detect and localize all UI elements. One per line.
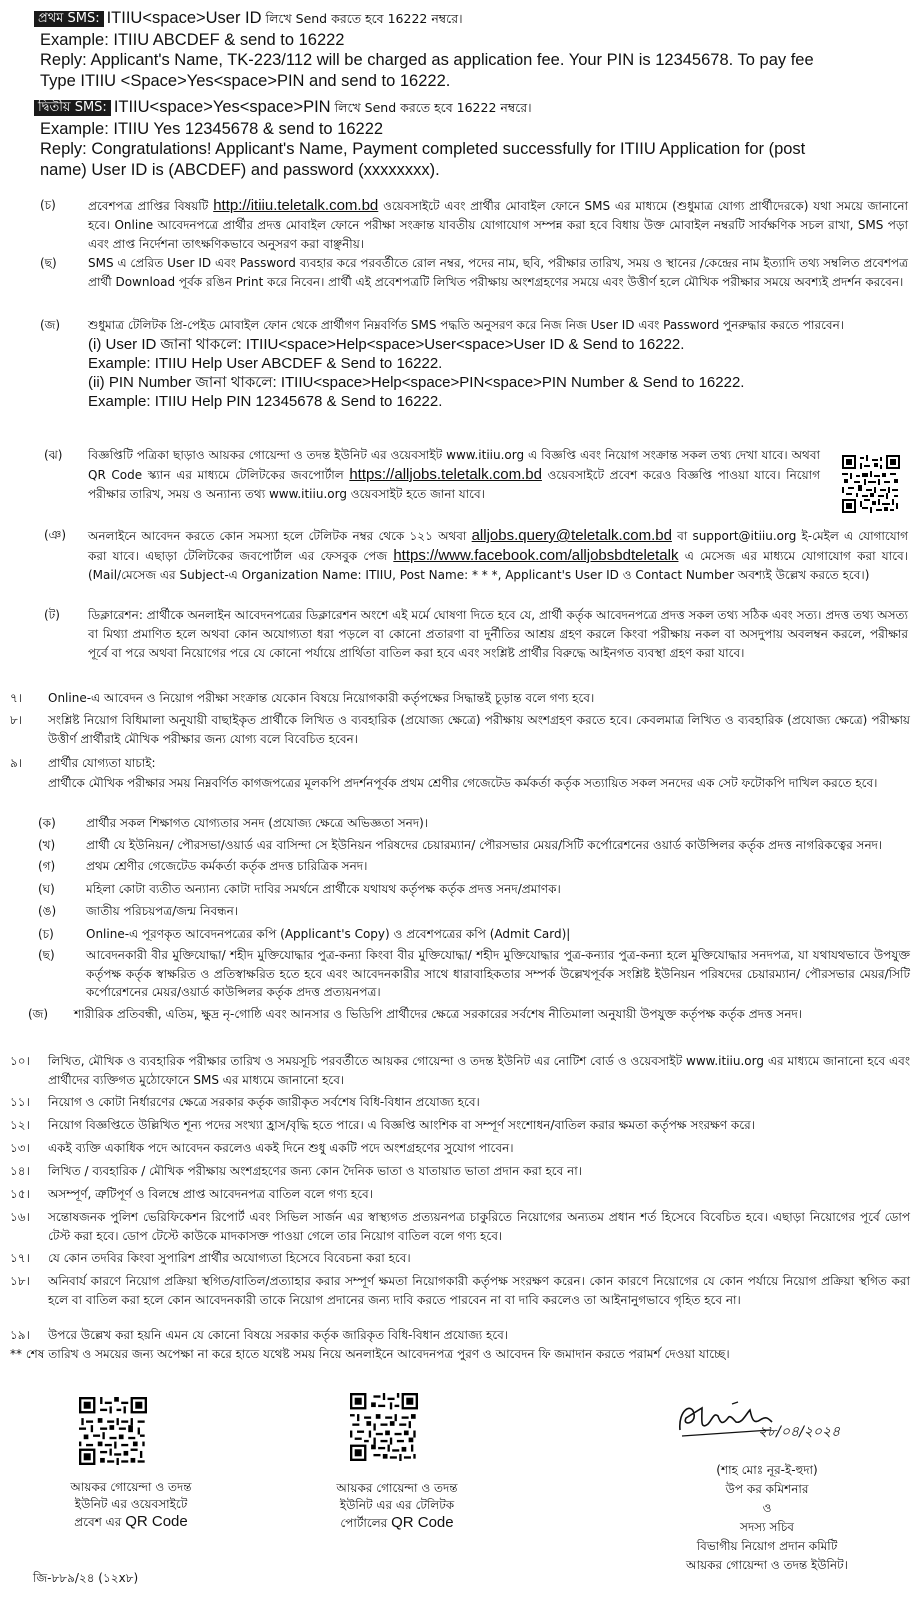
list-item (28, 1005, 910, 1024)
para-jha (44, 446, 820, 504)
para-ta-text: ডিক্লারেশন: প্রার্থীকে অনলাইন আবেদনপত্রের ডিক্লারেশন অংশে এই মর্মে ঘোষণা দিতে হবে যে, প্রার্থী কর্তৃক আবেদনপত্রে প্রদত্ত সকল তথ্য সঠিক এবং সত্য। প্রদত্ত তথ্য অসত্য বা মিথ্যা প্রমাণিত হলে অথবা কোন অযোগ্যতা ধরা পড়লে বা কোনো প্রতারণা বা দুর্নীতির আশ্রয় গ্রহণ করলে কিংবা পরীক্ষায় নকল বা অসদুপায় অবলম্বন করলে, পরীক্ষার পূর্বে বা পরে অথবা নিয়োগের পরে যে কোনো পর্যায়ে প্রার্থিতা বাতিল করা হবে এবং সংশ্লিষ্ট প্রার্থীর বিরুদ্ধে আইনগত ব্যবস্থা গ্রহণ করা যাবে। (88, 608, 908, 660)
signatory-title: সদস্য সচিব (740, 1520, 794, 1534)
item-text: যে কোন তদবির কিংবা সুপারিশ প্রার্থীর অযোগ্যতা হিসেবে বিবেচনা করা হবে। (48, 1251, 411, 1265)
list-item (38, 857, 910, 876)
list-item-label: (ছ) (38, 948, 55, 962)
help-pin-line: (ii) PIN Number জানা থাকলে: ITIIU<space>Help<space>PIN<space>PIN Number & Send to 16222. (88, 374, 745, 391)
qr-code-alljobs (842, 455, 900, 513)
item-number: ১৬। (10, 1210, 30, 1224)
list-item-label: (ক) (38, 816, 56, 830)
list-item-text: Online-এ পূরণকৃত আবেদনপত্রের কপি (Applicant's Copy) ও প্রবেশপত্রের কপি (Admit Card)| (86, 926, 571, 941)
list-item (38, 814, 910, 833)
list-item-label: (ঙ) (38, 904, 57, 918)
item-number: ১৭। (10, 1251, 30, 1265)
para-jha-text-post: ওয়েবসাইটে প্রবেশ করেও বিজ্ঞপ্তি পাওয়া যাবে। নিয়োগ পরীক্ষার তারিখ, সময় ও অন্যান্য তথ্য www.itiiu.org ওয়েবসাইট হতে জানা যাবে। (88, 468, 820, 501)
qr-code-icon (350, 1393, 418, 1461)
para-jha-text-pre: বিজ্ঞপ্তিটি পত্রিকা ছাড়াও আয়কর গোয়েন্দা ও তদন্ত ইউনিট এর ওয়েবসাইট www.itiiu.org এ বিজ্ঞপ্তি এবং নিয়োগ সংক্রান্ত সকল তথ্য দেখা যাবে। অথবা QR Code স্ক্যান এর মাধ্যমে টেলিটকের জবপোর্টাল (88, 448, 820, 482)
para-chha-label: (ছ) (40, 256, 57, 270)
para-ja-text: শুধুমাত্র টেলিটক প্রি-পেইড মোবাইল ফোন থেকে প্রার্থীগণ নিম্নবর্ণিত SMS পদ্ধতি অনুসরণ করে নিজ নিজ User ID এবং Password পুনরুদ্ধার করতে পারবেন। (88, 318, 845, 332)
item-text: নিয়োগ ও কোটা নির্ধারণের ক্ষেত্রে সরকার কর্তৃক জারীকৃত সর্বশেষ বিধি-বিধান প্রযোজ্য হবে। (48, 1095, 480, 1109)
itiiu-teletalk-link[interactable]: http://itiiu.teletalk.com.bd (213, 197, 379, 214)
list-item-text: জাতীয় পরিচয়পত্র/জন্ম নিবন্ধন। (86, 904, 239, 918)
item-number: ৯। (10, 756, 23, 770)
item-text: প্রার্থীর যোগ্যতা যাচাই: (48, 756, 156, 770)
qr-caption-portal (312, 1480, 482, 1532)
signature-date: ২৮/০৪/২০২৪ (758, 1424, 841, 1440)
verification-list (28, 814, 910, 1023)
list-item (38, 880, 910, 899)
list-item-label: (গ) (38, 859, 56, 873)
para-nya-text-mid: বা support@itiiu.org ই-মেইল এ যোগাযোগ করা যাবে। এছাড়া টেলিটকের জবপোর্টাল এর ফেসবুক পেজ (88, 529, 908, 563)
first-sms-badge: প্রথম SMS: (34, 11, 104, 27)
qr-caption-website (46, 1479, 216, 1531)
para-chha-text: SMS এ প্রেরিত User ID এবং Password ব্যবহার করে পরবর্তীতে রোল নম্বর, পদের নাম, ছবি, পরীক্ষার তারিখ, সময় ও স্থানের /কেন্দ্রের নাম ইত্যাদি তথ্য সম্বলিত প্রবেশপত্র প্রার্থী Download পূর্বক রঙিন Print করে নিবেন। প্রার্থী এই প্রবেশপত্রটি লিখিত পরীক্ষায় অংশগ্রহণের সময়ে এবং উত্তীর্ণ হলে মৌখিক পরীক্ষার সময়ে অবশ্যই প্রদর্শন করবেন। (88, 256, 908, 289)
signatory-title: উপ কর কমিশনার (725, 1482, 809, 1496)
item-text: নিয়োগ বিজ্ঞপ্তিতে উল্লিখিত শূন্য পদের সংখ্যা হ্রাস/বৃদ্ধি হতে পারে। এ বিজ্ঞপ্তি আংশিক বা সম্পূর্ণ সংশোধন/বাতিল করার ক্ষমতা কর্তৃপক্ষ সংরক্ষণ করে। (48, 1118, 756, 1132)
item-number: ১৩। (10, 1141, 30, 1155)
list-item-text: আবেদনকারী বীর মুক্তিযোদ্ধা/ শহীদ মুক্তিযোদ্ধার পুত্র-কন্যা কিংবা বীর মুক্তিযোদ্ধা/ শহীদ মুক্তিযোদ্ধার পুত্র-কন্যার পুত্র-কন্যা হলে মুক্তিযোদ্ধার সনদপত্র, যা যথাযথভাবে উপযুক্ত কর্তৃপক্ষ কর্তৃক স্বাক্ষরিত ও প্রতিস্বাক্ষরিত হতে হবে এবং আবেদনকারীর সাথে ধারাবাহিকতার সম্পর্ক উল্লেখপূর্বক সংশ্লিষ্ট ইউনিয়ন পরিষদের চেয়ারম্যান/ পৌরসভার মেয়র/সিটি কর্পোরেশনের মেয়র/ওয়ার্ড কাউন্সিলর কর্তৃক প্রদত্ত প্রত্যয়নপত্র। (86, 948, 910, 999)
qr-caption-line: আয়কর গোয়েন্দা ও তদন্ত (336, 1481, 458, 1495)
para-cha-text-post: ওয়েবসাইটে এবং প্রার্থীর মোবাইল ফোনে SMS এর মাধ্যমে (শুধুমাত্র যোগ্য প্রার্থীদেরকে) যথা সময়ে জানানো হবে। Online আবেদনপত্রে প্রার্থীর প্রদত্ত মোবাইল ফোনে পরীক্ষা সংক্রান্ত যাবতীয় যোগাযোগ সম্পন্ন করা হবে বিধায় উক্ত মোবাইল নম্বরটি সার্বক্ষণিক সচল রাখা, SMS পড়া এবং প্রাপ্ত নির্দেশনা তাৎক্ষণিকভাবে অনুসরণ করা বাঞ্ছনীয়। (88, 199, 908, 251)
signatory-title: আয়কর গোয়েন্দা ও তদন্ত ইউনিট। (686, 1558, 848, 1572)
signatory-and: ও (762, 1501, 772, 1515)
para-nya-label: (ঞ) (44, 528, 67, 542)
qr-code-teletalk-portal (350, 1393, 418, 1461)
alljobs-query-email-link[interactable]: alljobs.query@teletalk.com.bd (471, 527, 672, 544)
item-text: সংশ্লিষ্ট নিয়োগ বিধিমালা অনুযায়ী বাছাইকৃত প্রার্থীকে লিখিত ও ব্যবহারিক (প্রযোজ্য ক্ষেত্রে) পরীক্ষায় অংশগ্রহণ করতে হবে। কেবলমাত্র লিখিত ও ব্যবহারিক (প্রযোজ্য ক্ষেত্রে) পরীক্ষায় উত্তীর্ণ প্রার্থীরাই মৌখিক পরীক্ষার জন্য যোগ্য বলে বিবেচিত হবেন। (48, 713, 910, 746)
item-text: উপরে উল্লেখ করা হয়নি এমন যে কোনো বিষয়ে সরকার কর্তৃক জারিকৃত বিধি-বিধান প্রযোজ্য হবে। (48, 1328, 509, 1342)
qr-caption-qr-code: QR Code (391, 1514, 454, 1531)
qr-caption-line: ইউনিট এর এর টেলিটক (339, 1498, 455, 1512)
item-number: ১৯। (10, 1328, 30, 1342)
second-sms-command-bn: লিখে Send করতে হবে 16222 নম্বরে। (330, 100, 532, 115)
qr-code-itiiu-website (79, 1397, 147, 1465)
second-sms-example: Example: ITIIU Yes 12345678 & send to 16222 (40, 119, 384, 138)
list-item-label: (ঘ) (38, 881, 55, 896)
item-text: অসম্পূর্ণ, ত্রুটিপূর্ণ ও বিলম্বে প্রাপ্ত আবেদনপত্র বাতিল বলে গণ্য হবে। (48, 1187, 374, 1201)
advisory-note: ** শেষ তারিখ ও সময়ের জন্য অপেক্ষা না করে হাতে যথেষ্ট সময় নিয়ে অনলাইনে আবেদনপত্র পুরণ ও আবেদন ফি জমাদান করতে পরামর্শ দেওয়া যাচ্ছে। (10, 1347, 730, 1361)
facebook-teletalk-link[interactable]: https://www.facebook.com/alljobsbdteletalk (393, 547, 679, 564)
list-item (38, 925, 910, 944)
qr-caption-qr-code: QR Code (125, 1513, 188, 1530)
list-item-text: শারীরিক প্রতিবন্ধী, এতিম, ক্ষুদ্র নৃ-গোষ্ঠি এবং আনসার ও ভিডিপি প্রার্থীদের ক্ষেত্রে সরকারের সর্বশেষ নীতিমালা অনুযায়ী উপযুক্ত কর্তৃপক্ষ কর্তৃক প্রদত্ত সনদ। (74, 1006, 803, 1021)
list-item-label: (জ) (28, 1006, 49, 1021)
list-item (38, 836, 910, 855)
para-ja (40, 316, 908, 411)
item-text: লিখিত / ব্যবহারিক / মৌখিক পরীক্ষায় অংশগ্রহণের জন্য কোন দৈনিক ভাতা ও যাতায়াত ভাতা প্রদান করা হবে না। (48, 1164, 583, 1178)
qr-code-icon (842, 455, 900, 513)
item-number: ১৫। (10, 1187, 30, 1201)
item-number: ৭। (10, 691, 23, 705)
first-sms-reply: Reply: Applicant's Name, TK-223/112 will be charged as application fee. Your PIN is 12345678. To pay fee (40, 51, 814, 69)
first-sms-command: ITIIU<space>User ID (106, 9, 262, 27)
item-text: অনিবার্য কারণে নিয়োগ প্রক্রিয়া স্থগিত/বাতিল/প্রত্যাহার করার সম্পূর্ণ ক্ষমতা নিয়োগকারী কর্তৃপক্ষ সংরক্ষণ করেন। কোন কারণে নিয়োগের যে কোন পর্যায়ে নিয়োগ প্রক্রিয়া স্থগিত করা হলে বা বাতিল করা হলে কোন আবেদনকারী তাকে নিয়োগ প্রদানের জন্য দাবি করতে পারবেন না বা দাবি করলেও তা আইনানুগভাবে গৃহিত হবে না। (48, 1274, 910, 1307)
qr-caption-line: পোর্টালের (340, 1516, 392, 1530)
para-ja-label: (জ) (40, 318, 61, 332)
first-sms-command-bn: লিখে Send করতে হবে 16222 নম্বরে। (261, 11, 463, 26)
qr-caption-line: প্রবেশ এর (74, 1515, 126, 1529)
help-pin-example: Example: ITIIU Help PIN 12345678 & Send to 16222. (88, 393, 443, 410)
first-sms-example: Example: ITIIU ABCDEF & send to 16222 (40, 30, 345, 49)
para-cha-text-pre: প্রবেশপত্র প্রাপ্তির বিষয়টি (88, 199, 214, 213)
item-text: একই ব্যক্তি একাধিক পদে আবেদন করলেও একই দিনে শুধু একটি পদে অংশগ্রহণের সুযোগ পাবেন। (48, 1141, 514, 1155)
footer-reference: জি-৮৮৯/২৪ (১২x৮) (33, 1571, 139, 1585)
item-number: ১২। (10, 1118, 30, 1132)
item-number: ১৪। (10, 1164, 30, 1178)
second-sms-reply: Reply: Congratulations! Applicant's Name, Payment completed successfully for ITIIU Application for (post (40, 140, 806, 158)
item-text: Online-এ আবেদন ও নিয়োগ পরীক্ষা সংক্রান্ত যেকোন বিষয়ে নিয়োগকারী কর্তৃপক্ষের সিদ্ধান্তই চূড়ান্ত বলে গণ্য হবে। (48, 691, 595, 705)
verification-intro: প্রার্থীকে মৌখিক পরীক্ষার সময় নিম্নবর্ণিত কাগজপত্রের মূলকপি প্রদর্শনপূর্বক প্রথম শ্রেণীর গেজেটেড কর্মকর্তা কর্তৃক সত্যায়িত সকল সনদের এক সেট ফটোকপি দাখিল করতে হবে। (48, 776, 878, 790)
list-item-label: (চ) (38, 926, 54, 941)
signatory-block (632, 1461, 902, 1575)
para-jha-label: (ঝ) (44, 448, 63, 462)
para-cha-label: (চ) (40, 198, 56, 212)
para-ta (44, 606, 908, 663)
list-item-text: মহিলা কোটা ব্যতীত অন্যান্য কোটা দাবির সমর্থনে প্রার্থীকে যথাযথ কর্তৃপক্ষ কর্তৃক প্রদত্ত সনদ/প্রমাণক। (86, 881, 561, 896)
first-sms-reply-cont: Type ITIIU <Space>Yes<space>PIN and send to 16222. (40, 71, 451, 90)
para-cha (40, 196, 908, 254)
item-number: ১৮। (10, 1274, 30, 1288)
second-sms-command: ITIIU<space>Yes<space>PIN (113, 98, 331, 116)
para-nya-text-post: এ মেসেজ এর মাধ্যমে যোগাযোগ করা যাবে। (Mail/মেসেজ এর Subject-এ Organization Name: ITIIU, Post Name: * * *, Applicant's User ID ও Contact Number অবশ্যই উল্লেখ করতে হবে।) (88, 549, 908, 582)
qr-caption-line: ইউনিট এর ওয়েবসাইটে (74, 1497, 188, 1511)
alljobs-teletalk-link[interactable]: https://alljobs.teletalk.com.bd (349, 466, 542, 483)
para-nya-text-pre: অনলাইনে আবেদন করতে কোন সমস্যা হলে টেলিটক নম্বর থেকে ১২১ অথবা (88, 529, 472, 543)
item-number: ১১। (10, 1095, 30, 1109)
second-sms-badge: দ্বিতীয় SMS: (34, 100, 111, 116)
help-userid-line: (i) User ID জানা থাকলে: ITIIU<space>Help<space>User<space>User ID & Send to 16222. (88, 336, 685, 353)
para-chha (40, 254, 908, 292)
list-item (38, 946, 910, 1002)
list-item (38, 902, 910, 921)
list-item-label: (খ) (38, 837, 56, 852)
qr-code-icon (79, 1397, 147, 1465)
list-item-text: প্রথম শ্রেণীর গেজেটেড কর্মকর্তা কর্তৃক প্রদত্ত চারিত্রিক সনদ। (86, 859, 368, 873)
qr-caption-line: আয়কর গোয়েন্দা ও তদন্ত (70, 1480, 192, 1494)
item-number: ১০। (10, 1054, 30, 1068)
item-text: লিখিত, মৌখিক ও ব্যবহারিক পরীক্ষার তারিখ ও সময়সূচি পরবর্তীতে আয়কর গোয়েন্দা ও তদন্ত ইউনিট এর নোটিশ বোর্ড ও ওয়েবসাইট www.itiiu.org এর মাধ্যমে জানানো হবে এবং প্রার্থীদের ব্যক্তিগত মুঠোফোনে SMS এর মাধ্যমে জানানো হবে। (48, 1054, 910, 1087)
sms-instructions (40, 8, 910, 180)
signatory-title: বিভাগীয় নিয়োগ প্রদান কমিটি (696, 1539, 838, 1553)
list-item-text: প্রার্থী যে ইউনিয়ন/ পৌরসভা/ওয়ার্ড এর বাসিন্দা সে ইউনিয়ন পরিষদের চেয়ারম্যান/ পৌরসভার মেয়র/সিটি কর্পোরেশনের ওয়ার্ড কাউন্সিলর কর্তৃক প্রদত্ত নাগরিকত্বের সনদ। (86, 837, 883, 852)
list-item-text: প্রার্থীর সকল শিক্ষাগত যোগ্যতার সনদ (প্রযোজ্য ক্ষেত্রে অভিজ্ঞতা সনদ)। (86, 816, 429, 830)
para-nya (44, 526, 908, 585)
signatory-name: (শাহ মোঃ নূর-ই-হুদা) (716, 1463, 818, 1477)
help-userid-example: Example: ITIIU Help User ABCDEF & Send to 16222. (88, 355, 443, 372)
second-sms-reply-cont: name) User ID is (ABCDEF) and password (xxxxxxxx). (40, 160, 440, 179)
item-text: সন্তোষজনক পুলিশ ভেরিফিকেশন রিপোর্ট এবং সিভিল সার্জন এর স্বাস্থ্যগত প্রত্যয়নপত্র চাকুরিতে নিয়োগের অন্যতম প্রধান শর্ত হিসেবে বিবেচিত হবে। এছাড়া নিয়োগের পূর্বে ডোপ টেস্ট করা হবে। ডোপ টেস্টে কাউকে মাদকাসক্ত পাওয়া গেলে তার নিয়োগ বাতিল বলে গণ্য হবে। (48, 1210, 910, 1243)
item-number: ৮। (10, 713, 23, 727)
para-ta-label: (ট) (44, 608, 60, 622)
